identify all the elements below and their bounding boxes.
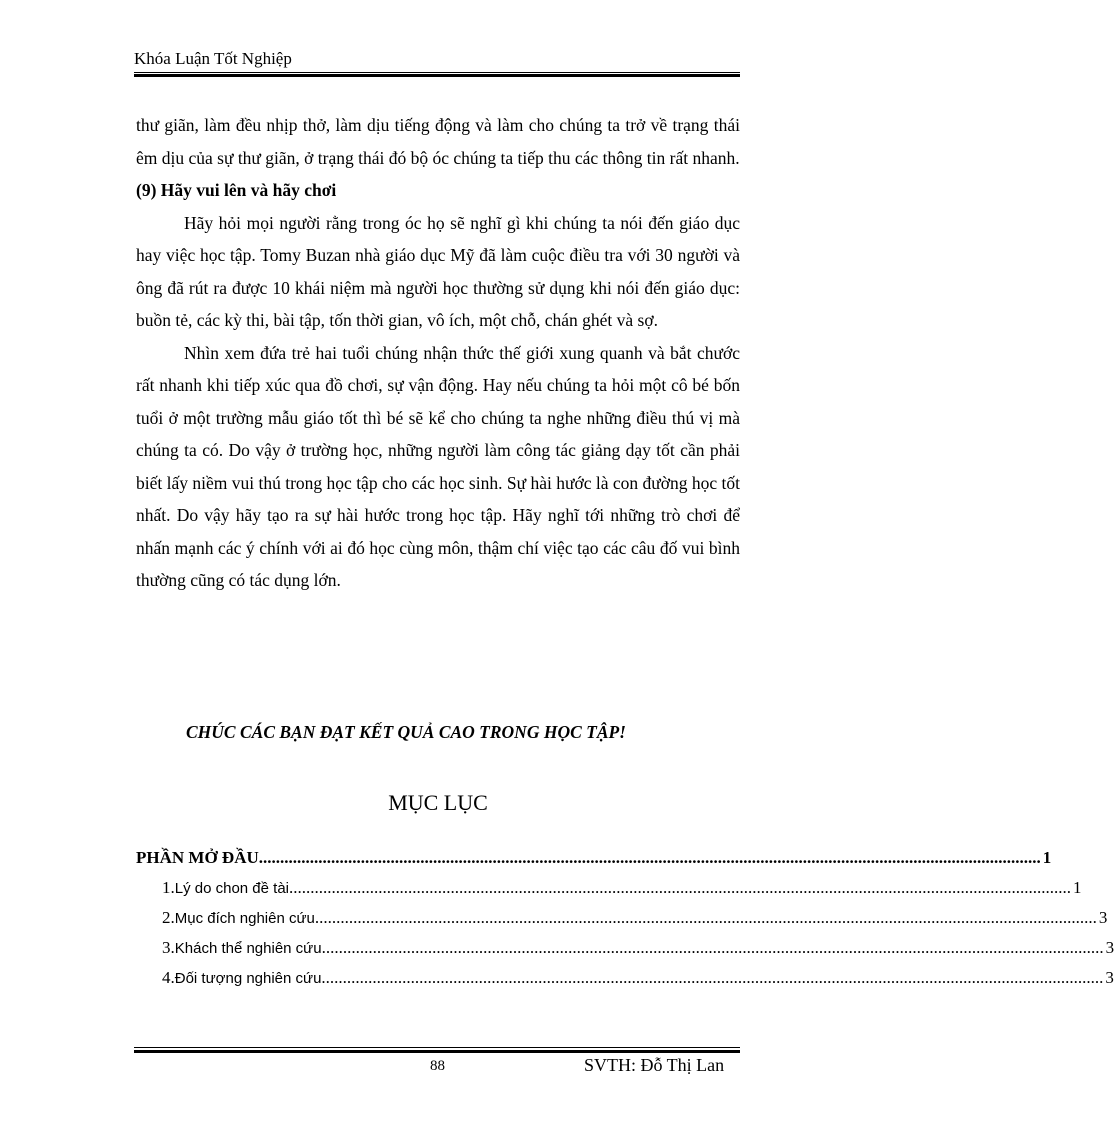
body-content (136, 109, 740, 597)
toc-title: MỤC LỤC (388, 790, 488, 815)
toc-entry-number: 4. (162, 968, 175, 987)
toc-leader-dots: ........................................................................................................................................................................................ (289, 878, 1072, 897)
toc-entry-number: 3. (162, 938, 175, 957)
header-rule-thick (134, 74, 740, 77)
toc-entry-number: 2. (162, 908, 175, 927)
table-of-contents (136, 848, 1114, 998)
section-heading: (9) Hãy vui lên và hãy chơi (136, 180, 337, 200)
toc-entry[interactable] (136, 878, 1082, 908)
toc-leader-dots: ........................................................................................................................................................................................ (258, 848, 1041, 867)
toc-leader-dots: ........................................................................................................................................................................................ (314, 908, 1097, 927)
toc-entry-number: 1. (162, 878, 175, 897)
toc-entry-label: Khách thể nghiên cứu (174, 940, 322, 957)
toc-entry-page: 3 (1105, 968, 1114, 987)
toc-entry-page: 1 (1042, 848, 1052, 867)
toc-leader-dots: ........................................................................................................................................................................................ (321, 968, 1104, 987)
toc-entry[interactable] (136, 848, 1052, 878)
footer-rule-thick (134, 1050, 740, 1053)
header-title: Khóa Luận Tốt Nghiệp (134, 49, 292, 68)
toc-entry-page: 1 (1073, 878, 1082, 897)
toc-entry[interactable] (136, 938, 1114, 968)
header-rule-thin (134, 72, 740, 73)
toc-entry-label: Lý do chon đề tài (174, 880, 290, 897)
toc-entry-label: PHẦN MỞ ĐẦU (136, 848, 259, 867)
page-number: 88 (430, 1058, 445, 1074)
author-name: SVTH: Đỗ Thị Lan (584, 1055, 725, 1075)
paragraph-1: thư giãn, làm đều nhịp thở, làm dịu tiếng động và làm cho chúng ta trở về trạng thái êm dịu của sự thư giãn, ở trạng thái đó bộ óc chúng ta tiếp thu các thông tin rất nhanh. (136, 115, 740, 168)
toc-entry-label: Mục đích nghiên cứu (174, 910, 315, 927)
toc-entry-page: 3 (1105, 938, 1114, 957)
paragraph-2: Hãy hỏi mọi người rằng trong óc họ sẽ nghĩ gì khi chúng ta nói đến giáo dục hay việc học tập. Tomy Buzan nhà giáo dục Mỹ đã làm cuộc điều tra với 30 người và ông đã rút ra được 10 khái niệm mà người học thường sử dụng khi nói đến giáo dục: buồn tẻ, các kỳ thi, bài tập, tốn thời gian, vô ích, một chỗ, chán ghét và sợ. (136, 212, 740, 330)
footer-rule-thin (134, 1047, 740, 1048)
toc-entry-label: Đối tượng nghiên cứu (174, 970, 322, 987)
toc-entry[interactable] (136, 968, 1114, 998)
toc-entry-page: 3 (1098, 908, 1108, 927)
closing-message: CHÚC CÁC BẠN ĐẠT KẾT QUẢ CAO TRONG HỌC TẬP! (186, 722, 626, 742)
toc-leader-dots: ........................................................................................................................................................................................ (321, 938, 1104, 957)
toc-entry[interactable] (136, 908, 1108, 938)
paragraph-3: Nhìn xem đứa trẻ hai tuổi chúng nhận thức thế giới xung quanh và bắt chước rất nhanh khi tiếp xúc qua đồ chơi, sự vận động. Hay nếu chúng ta hỏi một cô bé bốn tuổi ở một trường mẫu giáo tốt thì bé sẽ kể cho chúng ta nghe những điều thú vị mà chúng ta có. Do vậy ở trường học, những người làm công tác giảng dạy tốt cần phải biết lấy niềm vui thú trong học tập cho các học sinh. Sự hài hước là con đường học tốt nhất. Do vậy hãy tạo ra sự hài hước trong học tập. Hãy nghĩ tới những trò chơi để nhấn mạnh các ý chính với ai đó học cùng môn, thậm chí việc tạo các câu đố vui bình thường cũng có tác dụng lớn. (136, 342, 740, 590)
